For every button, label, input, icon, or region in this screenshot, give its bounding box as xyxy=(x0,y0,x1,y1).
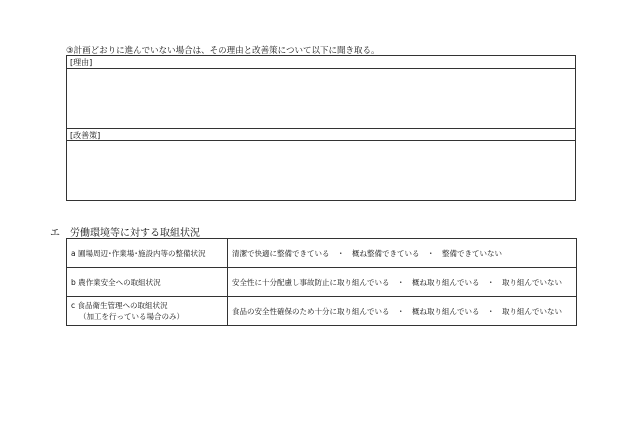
reason-field[interactable] xyxy=(67,69,575,128)
item-cell xyxy=(67,297,228,326)
options-cell[interactable]: 清潔で快適に整備できている ・ 概ね整備できている ・ 整備できていない xyxy=(228,239,577,268)
improvement-field[interactable] xyxy=(67,142,575,200)
reason-improvement-box xyxy=(66,55,576,201)
item-cell: b 農作業安全への取組状況 xyxy=(67,268,228,297)
section-heading: エ 労働環境等に対する取組状況 xyxy=(50,228,200,239)
improvement-label: [改善策] xyxy=(67,128,575,141)
table-row xyxy=(67,239,577,268)
question-text: ③計画どおりに進んでいない場合は、その理由と改善策について以下に聞き取る。 xyxy=(66,46,380,56)
table-row xyxy=(67,268,577,297)
table-row xyxy=(67,297,577,326)
work-environment-table xyxy=(66,238,577,326)
reason-label: [理由] xyxy=(67,56,575,69)
item-cell: a 圃場周辺･作業場･施設内等の整備状況 xyxy=(67,239,228,268)
item-note: （加工を行っている場合のみ） xyxy=(79,312,184,321)
options-cell[interactable]: 安全性に十分配慮し事故防止に取り組んでいる ・ 概ね取り組んでいる ・ 取り組んでいない xyxy=(228,268,577,297)
item-text: c 食品衛生管理への取組状況 xyxy=(71,301,168,310)
options-cell[interactable]: 食品の安全性確保のため十分に取り組んでいる ・ 概ね取り組んでいる ・ 取り組んでいない xyxy=(228,297,577,326)
